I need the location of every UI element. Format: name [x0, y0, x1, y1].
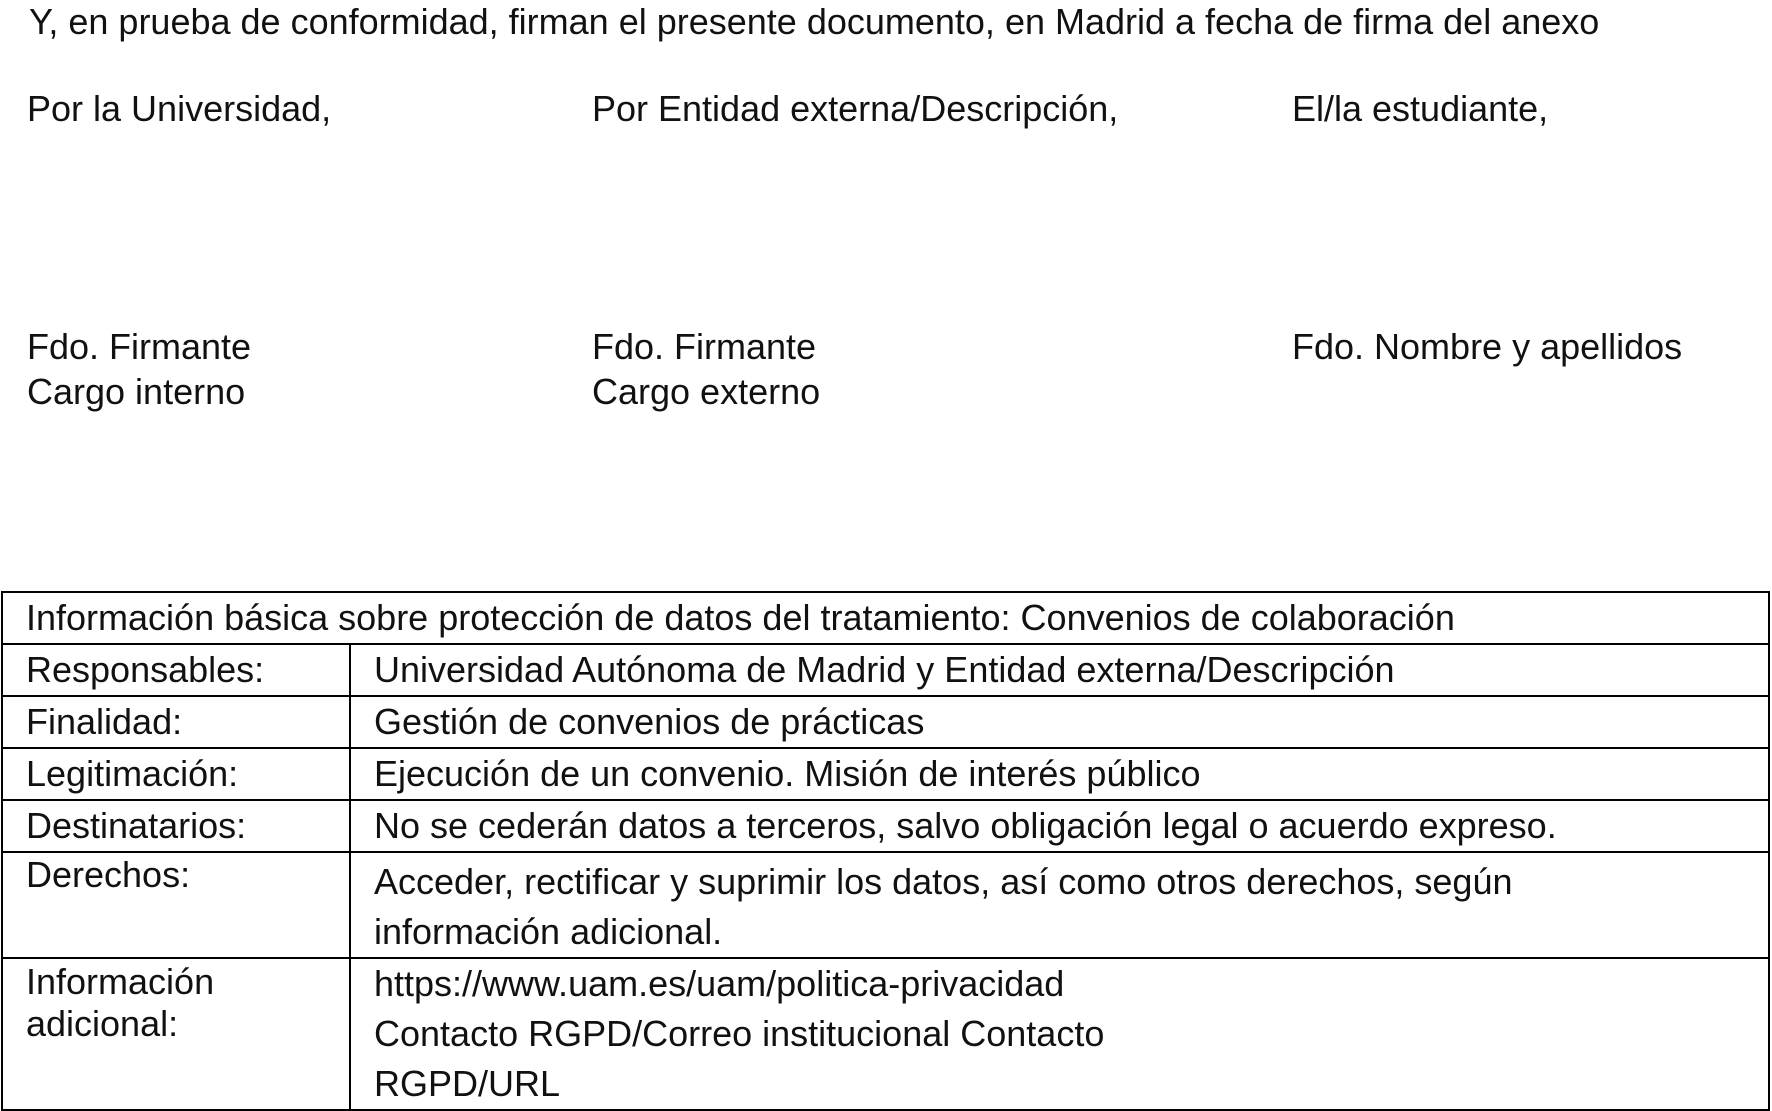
table-row [2, 958, 1769, 1110]
row-label [2, 958, 350, 1110]
signature-heading: El/la estudiante, [1292, 88, 1549, 129]
signature-heading: Por la Universidad, [27, 88, 332, 129]
row-value: Ejecución de un convenio. Misión de interés público [350, 748, 1769, 800]
row-label: Legitimación: [2, 748, 350, 800]
row-value [350, 958, 1769, 1110]
row-value: Gestión de convenios de prácticas [350, 696, 1769, 748]
table-row [2, 748, 1769, 800]
signature-signer: Fdo. Firmante [27, 326, 252, 367]
table-row [2, 800, 1769, 852]
row-label: Destinatarios: [2, 800, 350, 852]
row-value: No se cederán datos a terceros, salvo obligación legal o acuerdo expreso. [350, 800, 1769, 852]
row-value-line: Contacto RGPD/Correo institucional Contacto [374, 1013, 1105, 1054]
table-row [2, 852, 1769, 958]
row-label: Derechos: [2, 852, 350, 958]
table-row [2, 644, 1769, 696]
signature-signer: Fdo. Firmante [592, 326, 817, 367]
signature-heading: Por Entidad externa/Descripción, [592, 88, 1119, 129]
row-value-line: RGPD/URL [374, 1063, 561, 1104]
row-label: Responsables: [2, 644, 350, 696]
row-label: Finalidad: [2, 696, 350, 748]
row-value-line: información adicional. [374, 911, 723, 952]
table-row [2, 696, 1769, 748]
signature-position: Cargo externo [592, 371, 821, 412]
closing-statement: Y, en prueba de conformidad, firman el presente documento, en Madrid a fecha de firma del anexo [29, 1, 1600, 42]
table-title-row [2, 592, 1769, 644]
privacy-policy-link[interactable]: https://www.uam.es/uam/politica-privacidad [374, 963, 1065, 1004]
table-title: Información básica sobre protección de datos del tratamiento: Convenios de colaboración [2, 592, 1769, 644]
signature-position: Cargo interno [27, 371, 246, 412]
row-value: Universidad Autónoma de Madrid y Entidad externa/Descripción [350, 644, 1769, 696]
signature-signer: Fdo. Nombre y apellidos [1292, 326, 1683, 367]
data-protection-table [1, 591, 1770, 1111]
row-label-line: adicional: [26, 1003, 179, 1044]
row-value-line: Acceder, rectificar y suprimir los datos, así como otros derechos, según [374, 861, 1513, 902]
row-label-line: Información [26, 961, 215, 1002]
row-value [350, 852, 1769, 958]
